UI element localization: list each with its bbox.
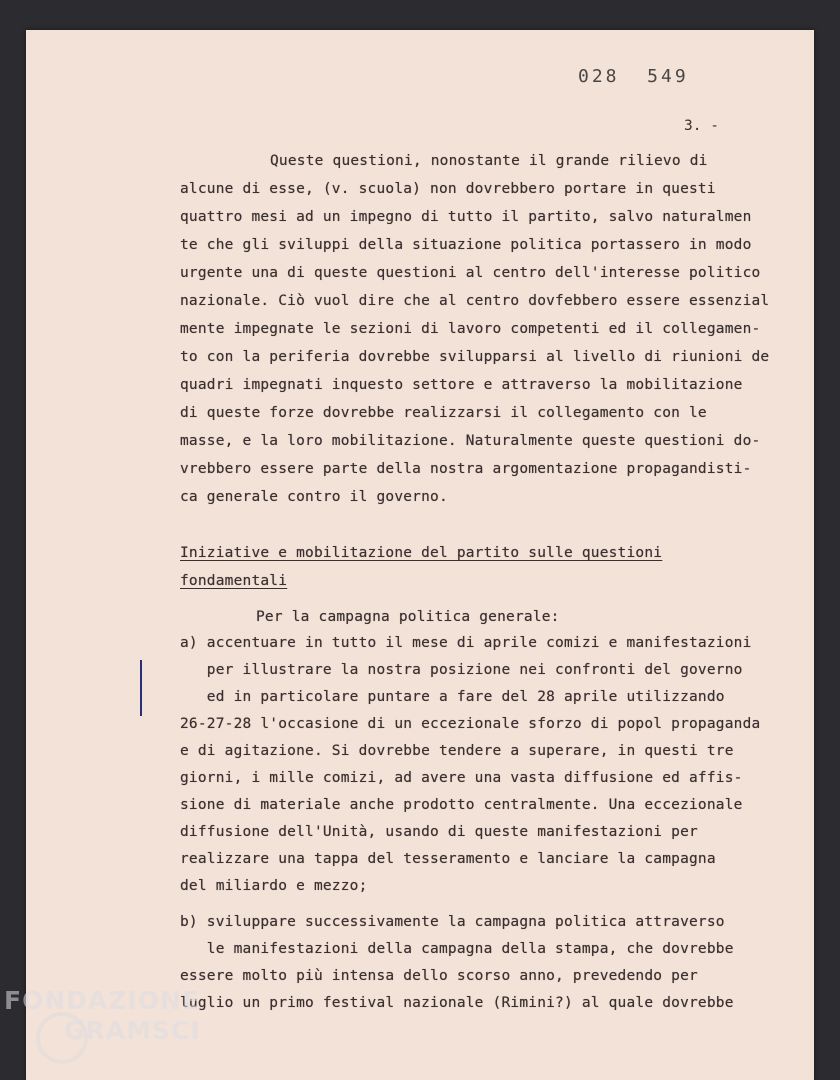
text-line: le manifestazioni della campagna della stampa, che dovrebbe [180, 941, 734, 957]
text-line: del miliardo e mezzo; [180, 878, 368, 894]
document-number: 028 549 [578, 66, 689, 87]
text-line: b) sviluppare successivamente la campagna politica attraverso [180, 914, 725, 930]
text-line: nazionale. Ciò vuol dire che al centro dovfebbero essere essenzial [180, 293, 770, 309]
page-number: 3. - [684, 118, 719, 134]
intro-line: Per la campagna politica generale: [256, 609, 560, 625]
text-line: alcune di esse, (v. scuola) non dovrebbero portare in questi [180, 181, 716, 197]
text-line: masse, e la loro mobilitazione. Naturalmente queste questioni do- [180, 433, 761, 449]
text-line: te che gli sviluppi della situazione politica portassero in modo [180, 237, 752, 253]
text-line: a) accentuare in tutto il mese di aprile comizi e manifestazioni [180, 635, 752, 651]
text-line: giorni, i mille comizi, ad avere una vasta diffusione ed affis- [180, 770, 743, 786]
heading-line: Iniziative e mobilitazione del partito sulle questioni [180, 545, 663, 561]
text-line: di queste forze dovrebbe realizzarsi il collegamento con le [180, 405, 707, 421]
watermark-line-2: GRAMSCI [64, 1016, 201, 1045]
text-line: quattro mesi ad un impegno di tutto il partito, salvo naturalmen [180, 209, 752, 225]
text-line: sione di materiale anche prodotto centralmente. Una eccezionale [180, 797, 743, 813]
watermark-line-1: FONDAZIONE [4, 986, 201, 1015]
text-line: 26-27-28 l'occasione di un eccezionale sforzo di popol propaganda [180, 716, 761, 732]
text-line: e di agitazione. Si dovrebbe tendere a superare, in questi tre [180, 743, 734, 759]
watermark-logo [4, 986, 201, 1046]
text-line: essere molto più intensa dello scorso anno, prevedendo per [180, 968, 698, 984]
text-line: luglio un primo festival nazionale (Rimini?) al quale dovrebbe [180, 995, 734, 1011]
heading-line: fondamentali [180, 573, 288, 589]
text-line: ca generale contro il governo. [180, 489, 448, 505]
text-line: mente impegnate le sezioni di lavoro competenti ed il collegamen- [180, 321, 761, 337]
text-line: Queste questioni, nonostante il grande rilievo di [270, 153, 708, 169]
text-line: diffusione dell'Unità, usando di queste manifestazioni per [180, 824, 698, 840]
text-line: to con la periferia dovrebbe svilupparsi al livello di riunioni de [180, 349, 770, 365]
text-line: ed in particolare puntare a fare del 28 aprile utilizzando [180, 689, 725, 705]
text-line: per illustrare la nostra posizione nei confronti del governo [180, 662, 743, 678]
text-line: realizzare una tappa del tesseramento e lanciare la campagna [180, 851, 716, 867]
text-line: vrebbero essere parte della nostra argomentazione propagandisti- [180, 461, 752, 477]
text-line: urgente una di queste questioni al centro dell'interesse politico [180, 265, 761, 281]
margin-pen-mark [140, 660, 142, 716]
text-line: quadri impegnati inquesto settore e attraverso la mobilitazione [180, 377, 743, 393]
